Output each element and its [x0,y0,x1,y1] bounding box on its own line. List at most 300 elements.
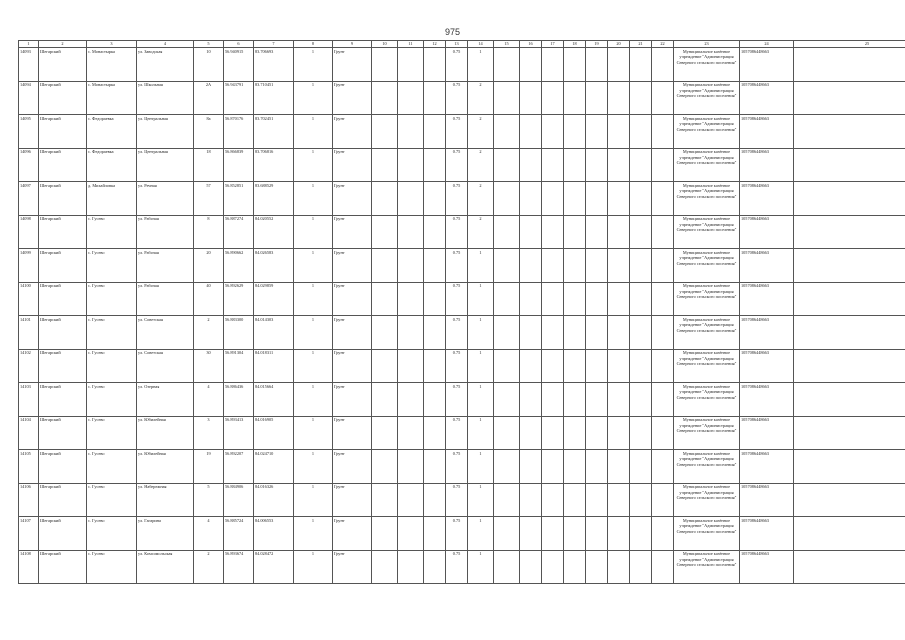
cell-empty [398,517,424,551]
column-header: 20 [608,41,630,48]
cell-district: Шегарский [39,416,87,450]
cell-empty [630,182,652,216]
cell-empty [494,182,520,216]
cell-empty [630,81,652,115]
cell-house: 3 [194,416,224,450]
cell-empty [542,550,564,584]
cell-count: 1 [294,182,333,216]
cell-surface: Грунт [333,416,372,450]
column-header: 6 [224,41,254,48]
cell-empty [564,517,586,551]
cell-empty [564,115,586,149]
cell-empty [608,517,630,551]
cell-empty [494,416,520,450]
header-row [19,41,905,48]
cell-empty [652,349,674,383]
cell-house: 30 [194,349,224,383]
table-row [19,349,905,383]
cell-area: 0.75 [446,416,468,450]
cell-count: 1 [294,349,333,383]
cell-street: ул. Школьная [137,81,194,115]
cell-ogrn: 1057086448663 [740,550,794,584]
cell-area: 0.75 [446,316,468,350]
table-row [19,249,905,283]
register-table [18,40,905,584]
cell-empty [794,282,905,316]
cell-empty [652,182,674,216]
cell-settlement: с. Гусево [87,316,137,350]
cell-surface: Грунт [333,316,372,350]
cell-empty [520,483,542,517]
cell-lon: 84.018311 [254,349,294,383]
cell-empty [372,282,398,316]
cell-house: 19 [194,450,224,484]
cell-empty [424,282,446,316]
column-header: 5 [194,41,224,48]
cell-street: ул. Комсомольская [137,550,194,584]
cell-lat: 56.892207 [224,450,254,484]
cell-empty [424,416,446,450]
cell-area: 0.75 [446,517,468,551]
cell-lat: 56.852851 [224,182,254,216]
cell-empty [794,416,905,450]
cell-empty [794,115,905,149]
cell-volume: 1 [468,416,494,450]
cell-empty [652,81,674,115]
cell-empty [398,316,424,350]
cell-lat: 56.943791 [224,81,254,115]
cell-empty [586,249,608,283]
table-row [19,282,905,316]
column-header: 3 [87,41,137,48]
column-header: 22 [652,41,674,48]
cell-house: 4 [194,517,224,551]
cell-street: ул. Речная [137,182,194,216]
column-header: 2 [39,41,87,48]
cell-empty [630,215,652,249]
cell-count: 1 [294,215,333,249]
cell-street: ул. Центральная [137,148,194,182]
cell-empty [564,416,586,450]
cell-ogrn: 1057086448663 [740,282,794,316]
cell-empty [372,215,398,249]
cell-house: 4 [194,383,224,417]
cell-area: 0.75 [446,182,468,216]
column-header: 21 [630,41,652,48]
cell-empty [794,349,905,383]
cell-empty [586,115,608,149]
cell-num: 14093 [19,48,39,82]
cell-lon: 83.706693 [254,48,294,82]
cell-empty [586,550,608,584]
cell-lon: 84.026583 [254,249,294,283]
cell-district: Шегарский [39,282,87,316]
cell-lat: 56.891304 [224,349,254,383]
cell-empty [630,550,652,584]
cell-empty [586,48,608,82]
cell-empty [608,148,630,182]
cell-settlement: с. Гусево [87,450,137,484]
cell-area: 0.75 [446,450,468,484]
cell-empty [542,115,564,149]
cell-empty [520,316,542,350]
cell-empty [520,282,542,316]
column-header: 24 [740,41,794,48]
cell-empty [586,517,608,551]
cell-empty [794,550,905,584]
cell-street: ул. Гагарина [137,517,194,551]
cell-empty [608,48,630,82]
cell-lon: 83.706816 [254,148,294,182]
cell-empty [586,215,608,249]
cell-street: ул. Центральная [137,115,194,149]
cell-empty [372,182,398,216]
cell-empty [494,249,520,283]
cell-empty [542,349,564,383]
cell-empty [608,349,630,383]
cell-surface: Грунт [333,483,372,517]
cell-operator: Муниципальное казённое учреждение "Администрация Северного сельского поселения" [674,416,740,450]
cell-settlement: с. Гусево [87,517,137,551]
cell-settlement: с. Гусево [87,550,137,584]
cell-empty [542,48,564,82]
table-row [19,316,905,350]
cell-area: 0.75 [446,48,468,82]
cell-empty [372,383,398,417]
cell-volume: 1 [468,450,494,484]
cell-surface: Грунт [333,550,372,584]
cell-district: Шегарский [39,550,87,584]
cell-empty [608,182,630,216]
cell-empty [372,48,398,82]
cell-area: 0.75 [446,115,468,149]
cell-num: 14099 [19,249,39,283]
cell-empty [372,81,398,115]
cell-empty [494,115,520,149]
cell-empty [586,282,608,316]
cell-lat: 56.870176 [224,115,254,149]
table-row [19,148,905,182]
cell-surface: Грунт [333,48,372,82]
cell-empty [494,48,520,82]
cell-empty [520,450,542,484]
cell-lat: 56.893674 [224,550,254,584]
cell-empty [630,416,652,450]
cell-lon: 84.024710 [254,450,294,484]
cell-empty [542,316,564,350]
cell-area: 0.75 [446,81,468,115]
cell-empty [398,450,424,484]
cell-count: 1 [294,115,333,149]
cell-empty [494,316,520,350]
cell-empty [652,115,674,149]
cell-empty [564,48,586,82]
page-number: 975 [444,27,461,37]
cell-empty [608,416,630,450]
cell-empty [372,450,398,484]
cell-operator: Муниципальное казённое учреждение "Администрация Северного сельского поселения" [674,215,740,249]
cell-operator: Муниципальное казённое учреждение "Администрация Северного сельского поселения" [674,550,740,584]
cell-area: 0.75 [446,550,468,584]
cell-operator: Муниципальное казённое учреждение "Администрация Северного сельского поселения" [674,450,740,484]
cell-empty [630,115,652,149]
cell-street: ул. Озерная [137,383,194,417]
cell-empty [564,282,586,316]
cell-settlement: с. Гусево [87,349,137,383]
cell-volume: 1 [468,349,494,383]
cell-empty [398,550,424,584]
cell-num: 14104 [19,416,39,450]
cell-lon: 83.710451 [254,81,294,115]
cell-lat: 56.866839 [224,148,254,182]
cell-lon: 84.014303 [254,316,294,350]
cell-empty [652,48,674,82]
cell-operator: Муниципальное казённое учреждение "Администрация Северного сельского поселения" [674,81,740,115]
cell-lon: 84.020552 [254,215,294,249]
cell-num: 14108 [19,550,39,584]
cell-volume: 1 [468,383,494,417]
cell-empty [520,383,542,417]
cell-empty [398,148,424,182]
cell-num: 14097 [19,182,39,216]
cell-empty [398,383,424,417]
cell-empty [372,483,398,517]
cell-empty [424,383,446,417]
cell-empty [372,517,398,551]
cell-volume: 1 [468,550,494,584]
cell-empty [586,450,608,484]
cell-num: 14094 [19,81,39,115]
cell-settlement: д. Михайловка [87,182,137,216]
cell-empty [494,483,520,517]
cell-house: 8 [194,215,224,249]
cell-settlement: с. Гусево [87,483,137,517]
cell-ogrn: 1057086448663 [740,115,794,149]
cell-empty [586,483,608,517]
table-row [19,550,905,584]
cell-empty [542,182,564,216]
cell-empty [494,148,520,182]
cell-empty [652,148,674,182]
cell-empty [630,249,652,283]
cell-empty [372,416,398,450]
cell-ogrn: 1057086448663 [740,81,794,115]
cell-surface: Грунт [333,517,372,551]
cell-num: 14098 [19,215,39,249]
cell-street: ул. Набережная [137,483,194,517]
column-header: 11 [398,41,424,48]
cell-house: 5 [194,483,224,517]
cell-empty [424,182,446,216]
cell-empty [398,182,424,216]
cell-volume: 2 [468,148,494,182]
cell-num: 14101 [19,316,39,350]
cell-surface: Грунт [333,115,372,149]
cell-house: 40 [194,282,224,316]
cell-area: 0.75 [446,249,468,283]
cell-empty [398,249,424,283]
cell-house: 2 [194,550,224,584]
cell-empty [794,517,905,551]
cell-ogrn: 1057086448663 [740,48,794,82]
cell-empty [608,115,630,149]
cell-count: 1 [294,282,333,316]
cell-empty [586,316,608,350]
cell-count: 1 [294,450,333,484]
cell-empty [586,383,608,417]
cell-empty [494,383,520,417]
cell-district: Шегарский [39,517,87,551]
cell-count: 1 [294,316,333,350]
cell-empty [494,349,520,383]
cell-empty [542,282,564,316]
cell-empty [542,483,564,517]
cell-settlement: с. Монастырка [87,81,137,115]
cell-empty [520,182,542,216]
cell-area: 0.75 [446,383,468,417]
table-row [19,383,905,417]
cell-lon: 84.015664 [254,383,294,417]
cell-lat: 56.887274 [224,215,254,249]
cell-surface: Грунт [333,215,372,249]
cell-empty [398,81,424,115]
cell-empty [652,416,674,450]
cell-lat: 56.893413 [224,416,254,450]
cell-house: 2А [194,81,224,115]
column-header: 18 [564,41,586,48]
column-header: 8 [294,41,333,48]
cell-empty [564,81,586,115]
cell-count: 1 [294,148,333,182]
table-row [19,48,905,82]
cell-empty [424,215,446,249]
cell-num: 14103 [19,383,39,417]
cell-empty [794,215,905,249]
cell-ogrn: 1057086448663 [740,249,794,283]
cell-num: 14105 [19,450,39,484]
cell-empty [564,215,586,249]
cell-area: 0.75 [446,215,468,249]
cell-ogrn: 1057086448663 [740,416,794,450]
cell-empty [630,282,652,316]
table-row [19,215,905,249]
cell-empty [794,148,905,182]
cell-empty [542,416,564,450]
cell-empty [652,550,674,584]
cell-num: 14096 [19,148,39,182]
cell-empty [424,81,446,115]
cell-ogrn: 1057086448663 [740,316,794,350]
cell-surface: Грунт [333,349,372,383]
cell-empty [794,450,905,484]
cell-empty [424,148,446,182]
cell-house: 20 [194,249,224,283]
cell-lat: 56.940915 [224,48,254,82]
cell-operator: Муниципальное казённое учреждение "Администрация Северного сельского поселения" [674,182,740,216]
cell-count: 1 [294,249,333,283]
table-row [19,182,905,216]
cell-ogrn: 1057086448663 [740,215,794,249]
cell-district: Шегарский [39,483,87,517]
cell-empty [652,282,674,316]
cell-settlement: с. Федораевка [87,115,137,149]
cell-surface: Грунт [333,148,372,182]
cell-volume: 1 [468,282,494,316]
cell-empty [542,215,564,249]
cell-empty [398,215,424,249]
cell-lon: 84.028472 [254,550,294,584]
cell-operator: Муниципальное казённое учреждение "Администрация Северного сельского поселения" [674,115,740,149]
cell-empty [564,450,586,484]
cell-empty [398,115,424,149]
cell-empty [630,483,652,517]
cell-count: 1 [294,416,333,450]
cell-house: 18 [194,148,224,182]
cell-operator: Муниципальное казённое учреждение "Администрация Северного сельского поселения" [674,148,740,182]
cell-empty [542,81,564,115]
cell-ogrn: 1057086448663 [740,450,794,484]
cell-empty [372,148,398,182]
cell-empty [520,517,542,551]
column-header: 1 [19,41,39,48]
cell-empty [608,483,630,517]
cell-empty [630,48,652,82]
cell-empty [520,148,542,182]
cell-surface: Грунт [333,182,372,216]
cell-volume: 2 [468,81,494,115]
cell-count: 1 [294,550,333,584]
cell-empty [494,550,520,584]
cell-empty [424,249,446,283]
column-header: 7 [254,41,294,48]
column-header: 15 [494,41,520,48]
cell-lon: 84.029859 [254,282,294,316]
cell-settlement: с. Гусево [87,282,137,316]
cell-empty [608,215,630,249]
cell-empty [372,316,398,350]
cell-street: ул. Рабочая [137,282,194,316]
cell-house: 2 [194,316,224,350]
table-row [19,517,905,551]
cell-empty [652,483,674,517]
cell-street: ул. Рабочая [137,249,194,283]
column-header: 9 [333,41,372,48]
cell-district: Шегарский [39,316,87,350]
cell-empty [494,81,520,115]
cell-empty [520,115,542,149]
cell-empty [424,483,446,517]
cell-operator: Муниципальное казённое учреждение "Администрация Северного сельского поселения" [674,316,740,350]
table-row [19,81,905,115]
cell-empty [586,148,608,182]
cell-empty [608,383,630,417]
cell-operator: Муниципальное казённое учреждение "Администрация Северного сельского поселения" [674,48,740,82]
cell-empty [398,282,424,316]
cell-count: 1 [294,48,333,82]
cell-empty [608,450,630,484]
cell-empty [424,48,446,82]
column-header: 10 [372,41,398,48]
cell-empty [794,48,905,82]
cell-settlement: с. Гусево [87,215,137,249]
cell-lat: 56.892629 [224,282,254,316]
cell-empty [794,249,905,283]
cell-empty [520,215,542,249]
cell-ogrn: 1057086448663 [740,483,794,517]
cell-volume: 1 [468,48,494,82]
cell-ogrn: 1057086448663 [740,517,794,551]
cell-empty [542,148,564,182]
